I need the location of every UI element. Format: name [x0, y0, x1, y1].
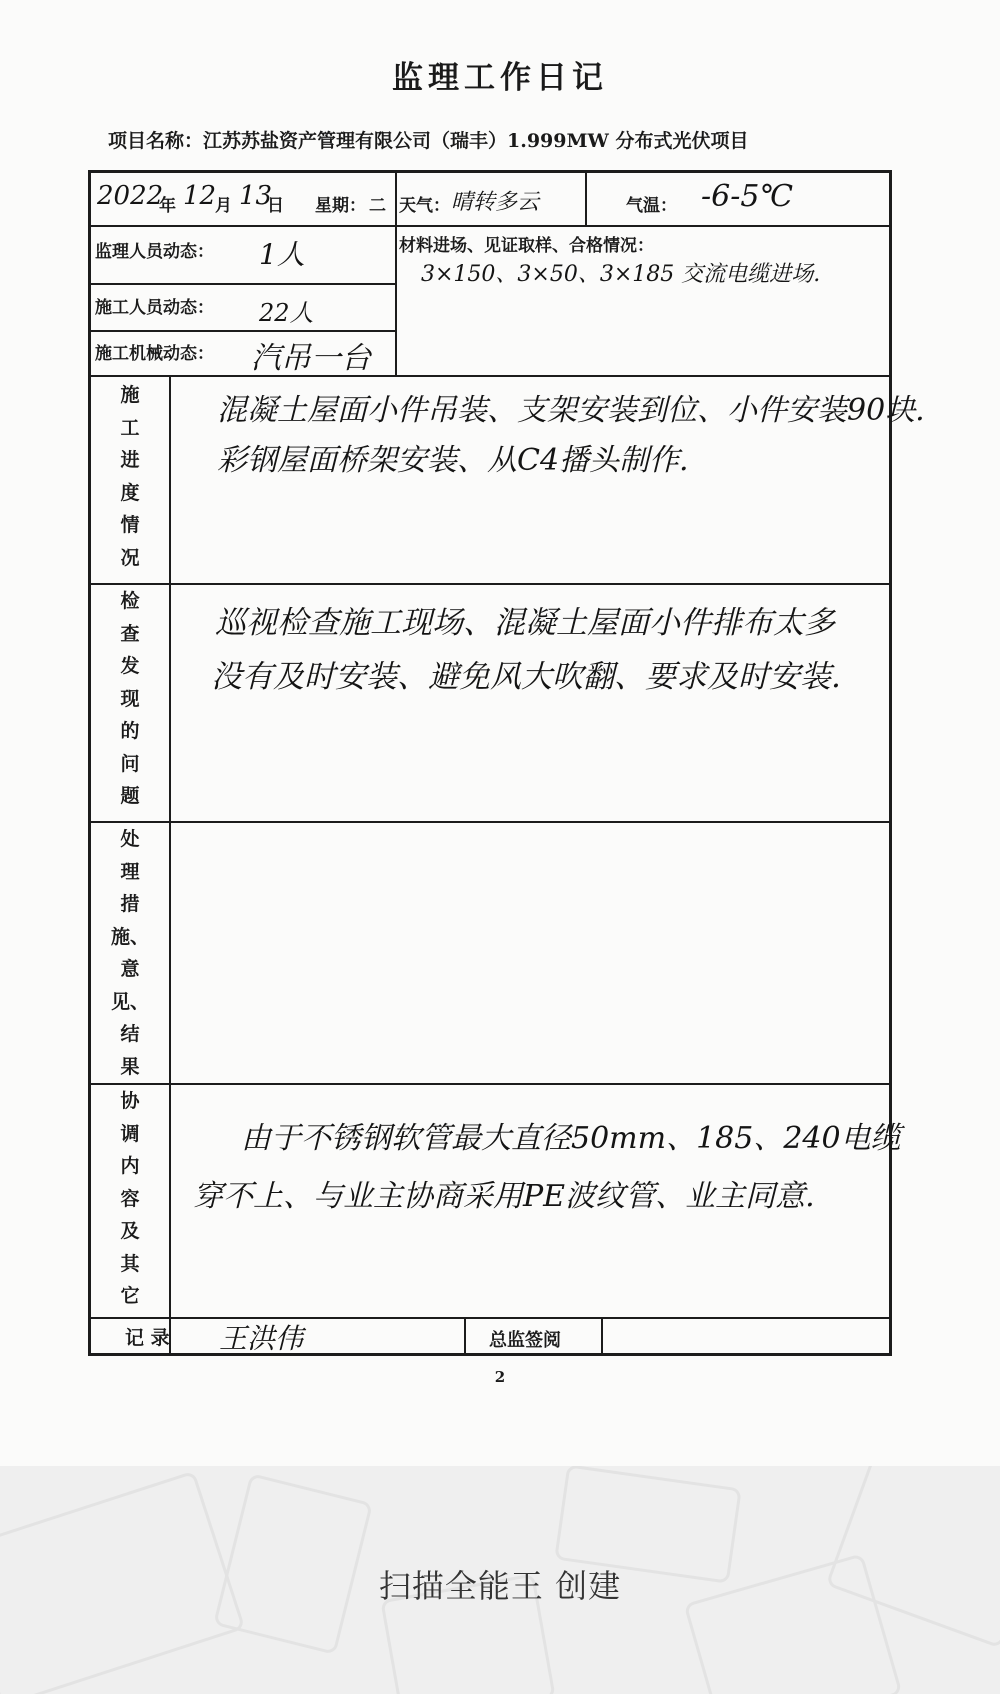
- weather-label: 天气：: [399, 196, 450, 216]
- progress-line-1: 混凝土屋面小件吊装、支架安装到位、小件安装90块.: [217, 393, 925, 428]
- workers-value: 22人: [259, 299, 314, 327]
- weekday-value: 二: [369, 196, 386, 216]
- machinery-label: 施工机械动态：: [95, 344, 214, 364]
- day-label: 日: [267, 196, 284, 216]
- progress-line-2: 彩钢屋面桥架安装、从C4播头制作.: [217, 443, 689, 478]
- machinery-value: 汽吊一台: [251, 341, 371, 376]
- weekday-label: 星期：: [315, 196, 366, 216]
- diary-table: [88, 170, 925, 1356]
- workers-label: 施工人员动态：: [95, 298, 214, 318]
- issues-label: 检 查 发 现 的 问 题: [120, 590, 140, 807]
- temperature-label: 气温：: [626, 196, 677, 216]
- scanner-brand-text: 扫描全能王 创建: [378, 1567, 622, 1605]
- materials-value: 3×150、3×50、3×185 交流电缆进场.: [421, 262, 821, 287]
- scanner-watermark-band: [0, 1466, 1000, 1694]
- progress-label: 施 工 进 度 情 况: [120, 384, 140, 569]
- supervisor-value: 1人: [259, 238, 305, 271]
- supervisor-label: 监理人员动态：: [95, 242, 214, 262]
- date-month: 12: [183, 181, 217, 211]
- materials-label: 材料进场、见证取样、合格情况：: [399, 236, 654, 256]
- coordination-line-1: 由于不锈钢软管最大直径50mm、185、240电缆: [241, 1121, 901, 1156]
- temperature-value: -6-5℃: [701, 179, 794, 214]
- measures-label: 处 理 措 施、 意 见、 结 果: [110, 828, 149, 1078]
- coordination-line-2: 穿不上、与业主协商采用PE波纹管、业主同意.: [193, 1179, 815, 1214]
- coordination-label: 协 调 内 容 及 其 它: [120, 1090, 140, 1307]
- month-label: 月: [215, 196, 232, 216]
- record-label: 记 录: [125, 1327, 170, 1349]
- year-label: 年: [159, 196, 176, 216]
- record-signature: 王洪伟: [219, 1322, 304, 1355]
- issues-line-2: 没有及时安装、避免风大吹翻、要求及时安装.: [211, 659, 841, 695]
- weather-value: 晴转多云: [451, 190, 540, 215]
- date-year: 2022: [97, 181, 164, 211]
- page-number: 2: [494, 1368, 506, 1386]
- document-title: 监理工作日记: [392, 60, 608, 96]
- issues-line-1: 巡视检查施工现场、混凝土屋面小件排布太多: [215, 605, 835, 641]
- chief-signature-label: 总监签阅: [489, 1330, 561, 1351]
- project-name: 项目名称：江苏苏盐资产管理有限公司（瑞丰）1.999MW 分布式光伏项目: [108, 130, 749, 152]
- date-day: 13: [239, 181, 273, 211]
